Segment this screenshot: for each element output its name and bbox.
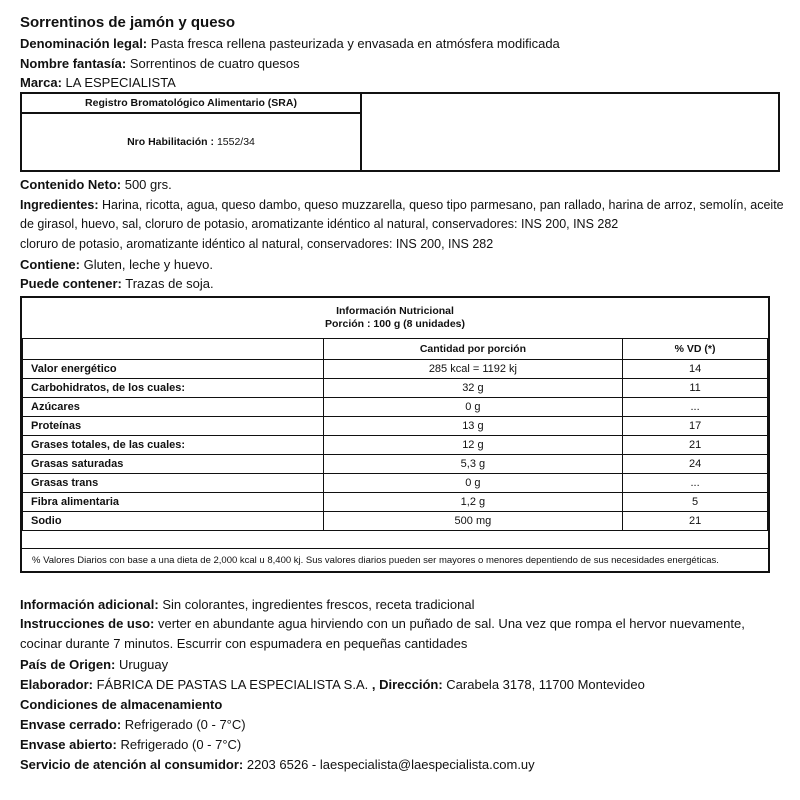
maker-label: Elaborador: — [20, 677, 93, 692]
fantasy-name-value: Sorrentinos de cuatro quesos — [129, 56, 300, 71]
nutrient-label: Valor energético — [23, 360, 324, 379]
nutrition-table — [22, 338, 768, 531]
brand-label: Marca: — [20, 75, 62, 90]
closed-container-value: Refrigerado (0 - 7°C) — [124, 717, 246, 732]
nutrient-qty: 1,2 g — [323, 493, 623, 512]
table-row — [23, 436, 768, 455]
address-value: Carabela 3178, 11700 Montevideo — [446, 677, 645, 692]
instructions-text-1: verter en abundante agua hirviendo con un puñado de sal. Una vez que rompa el hervor nuevamente, — [158, 616, 745, 631]
contains-value: Gluten, leche y huevo. — [83, 257, 213, 272]
instructions-line-1 — [20, 615, 745, 633]
consumer-service-label: Servicio de atención al consumidor: — [20, 757, 244, 772]
fantasy-name-line — [20, 55, 300, 73]
nutrition-col-vd: % VD (*) — [623, 339, 768, 360]
nutrition-table-box — [20, 296, 770, 573]
nutrition-header-row — [23, 339, 768, 360]
table-row — [23, 417, 768, 436]
nutrition-col-qty: Cantidad por porción — [323, 339, 623, 360]
closed-container-label: Envase cerrado: — [20, 717, 122, 732]
nutrient-qty: 13 g — [323, 417, 623, 436]
legal-name-line — [20, 35, 560, 53]
additional-info-line — [20, 596, 474, 614]
net-content-line — [20, 176, 172, 194]
nutrition-title: Información Nutricional — [336, 305, 454, 317]
nutrient-vd: 14 — [623, 360, 768, 379]
legal-name-label: Denominación legal: — [20, 36, 148, 51]
storage-title-text: Condiciones de almacenamiento — [20, 697, 223, 712]
consumer-service-line — [20, 756, 535, 774]
nutrient-vd: ... — [623, 474, 768, 493]
contains-label: Contiene: — [20, 257, 80, 272]
may-contain-label: Puede contener: — [20, 276, 122, 291]
nutrient-label: Carbohidratos, de los cuales: — [23, 379, 324, 398]
nutrient-qty: 5,3 g — [323, 455, 623, 474]
may-contain-value: Trazas de soja. — [125, 276, 214, 291]
habilitation-value: 1552/34 — [216, 136, 255, 148]
product-title: Sorrentinos de jamón y queso — [20, 14, 236, 31]
nutrient-qty: 285 kcal = 1192 kj — [323, 360, 623, 379]
nutrient-vd: 24 — [623, 455, 768, 474]
table-row — [23, 379, 768, 398]
consumer-service-value: 2203 6526 - laespecialista@laespecialista.com.uy — [246, 757, 535, 772]
additional-info-label: Información adicional: — [20, 597, 159, 612]
registry-header: Registro Bromatológico Alimentario (SRA) — [22, 94, 360, 114]
closed-container-line — [20, 716, 246, 734]
nutrient-qty: 12 g — [323, 436, 623, 455]
habilitation-label: Nro Habilitación : — [127, 136, 215, 148]
nutrient-vd: 21 — [623, 436, 768, 455]
ingredients-text-3: cloruro de potasio, aromatizante idéntico al natural, conservadores: INS 200, INS 282 — [20, 237, 494, 251]
origin-value: Uruguay — [119, 657, 169, 672]
registry-box — [20, 92, 780, 172]
nutrient-vd: ... — [623, 398, 768, 417]
ingredients-text-1: Harina, ricotta, agua, queso dambo, queso muzzarella, queso tipo parmesano, pan rallado, harina de arroz, semolín, aceite — [101, 198, 784, 212]
nutrient-label: Grases totales, de las cuales: — [23, 436, 324, 455]
nutrient-vd: 17 — [623, 417, 768, 436]
nutrient-label: Sodio — [23, 512, 324, 531]
maker-value: FÁBRICA DE PASTAS LA ESPECIALISTA S.A. — [96, 677, 372, 692]
additional-info-value: Sin colorantes, ingredientes frescos, receta tradicional — [162, 597, 475, 612]
nutrient-label: Grasas saturadas — [23, 455, 324, 474]
nutrient-label: Proteínas — [23, 417, 324, 436]
may-contain-line — [20, 275, 214, 293]
instructions-label: Instrucciones de uso: — [20, 616, 155, 631]
ingredients-line-1 — [20, 196, 784, 214]
brand-value: LA ESPECIALISTA — [65, 75, 176, 90]
table-row — [23, 512, 768, 531]
nutrient-vd: 21 — [623, 512, 768, 531]
origin-label: País de Origen: — [20, 657, 116, 672]
nutrient-label: Azúcares — [23, 398, 324, 417]
table-row — [23, 455, 768, 474]
origin-line — [20, 656, 168, 674]
ingredients-label: Ingredientes: — [20, 198, 99, 212]
storage-title — [20, 696, 222, 714]
nutrient-vd: 5 — [623, 493, 768, 512]
nutrition-footnote: % Valores Diarios con base a una dieta de 2,000 kcal u 8,400 kj. Sus valores diarios pueden ser mayores o menores depentiendo de sus necesidades energéticas. — [22, 548, 768, 571]
table-row — [23, 493, 768, 512]
table-row — [23, 474, 768, 493]
nutrient-label: Grasas trans — [23, 474, 324, 493]
net-content-value: 500 grs. — [124, 177, 172, 192]
maker-line — [20, 676, 645, 694]
instructions-text-2: cocinar durante 7 minutos. Escurrir con espumadera en pequeñas cantidades — [20, 636, 468, 651]
nutrient-qty: 0 g — [323, 474, 623, 493]
net-content-label: Contenido Neto: — [20, 177, 122, 192]
table-row — [23, 398, 768, 417]
nutrient-label: Fibra alimentaria — [23, 493, 324, 512]
open-container-value: Refrigerado (0 - 7°C) — [120, 737, 242, 752]
address-label: , Dirección: — [371, 677, 443, 692]
open-container-line — [20, 736, 241, 754]
brand-line — [20, 74, 176, 92]
nutrient-qty: 500 mg — [323, 512, 623, 531]
nutrient-qty: 0 g — [323, 398, 623, 417]
table-row — [23, 360, 768, 379]
legal-name-value: Pasta fresca rellena pasteurizada y envasada en atmósfera modificada — [150, 36, 560, 51]
registry-habilitation — [22, 114, 360, 170]
ingredients-text-2: de girasol, huevo, sal, cloruro de potasio, aromatizante idéntico al natural, conservadores: INS 200, INS 282 — [20, 217, 619, 231]
fantasy-name-label: Nombre fantasía: — [20, 56, 127, 71]
nutrient-vd: 11 — [623, 379, 768, 398]
nutrition-col-label — [23, 339, 324, 360]
nutrition-title-block — [22, 298, 768, 338]
nutrition-portion: Porción : 100 g (8 unidades) — [324, 318, 466, 330]
contains-line — [20, 256, 213, 274]
registry-left-cell — [22, 94, 362, 170]
open-container-label: Envase abierto: — [20, 737, 117, 752]
nutrient-qty: 32 g — [323, 379, 623, 398]
